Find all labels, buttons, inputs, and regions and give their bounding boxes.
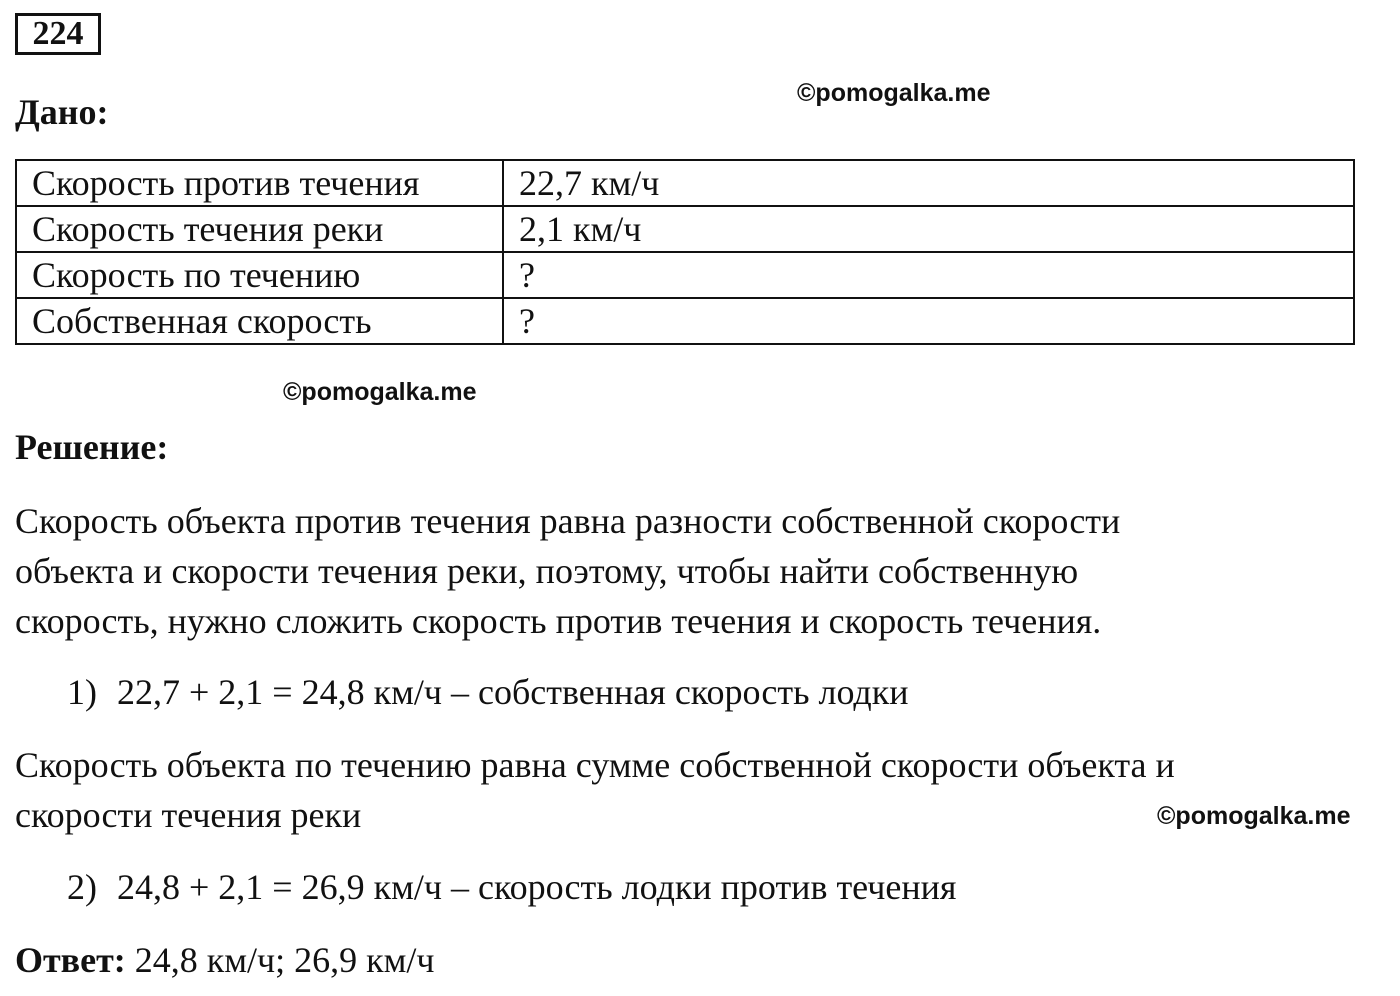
solution-paragraph-1 (15, 496, 1120, 646)
problem-number: 224 (15, 13, 101, 55)
answer-text: 24,8 км/ч; 26,9 км/ч (125, 940, 435, 980)
text-line: скорости течения реки (15, 795, 362, 835)
solution-paragraph-2 (15, 740, 1175, 840)
answer-line (15, 939, 435, 981)
table-row (16, 160, 1354, 206)
step-number: 1) (67, 672, 97, 712)
given-value: 22,7 км/ч (503, 160, 1354, 206)
given-value: ? (503, 298, 1354, 344)
table-row (16, 206, 1354, 252)
text-line: объекта и скорости течения реки, поэтому, чтобы найти собственную (15, 551, 1079, 591)
given-table (15, 159, 1355, 345)
text-line: Скорость объекта против течения равна разности собственной скорости (15, 501, 1121, 541)
given-value: 2,1 км/ч (503, 206, 1354, 252)
given-label: Скорость по течению (16, 252, 503, 298)
solution-step-2 (67, 866, 956, 908)
given-value: ? (503, 252, 1354, 298)
table-row (16, 252, 1354, 298)
solution-step-1 (67, 671, 909, 713)
watermark-middle: ©pomogalka.me (283, 378, 477, 406)
given-label: Скорость против течения (16, 160, 503, 206)
given-label: Собственная скорость (16, 298, 503, 344)
watermark-bottom: ©pomogalka.me (1157, 802, 1351, 830)
watermark-top: ©pomogalka.me (797, 79, 991, 107)
table-row (16, 298, 1354, 344)
step-number: 2) (67, 867, 97, 907)
text-line: скорость, нужно сложить скорость против течения и скорость течения. (15, 601, 1102, 641)
answer-label: Ответ: (15, 940, 126, 980)
step-text: 22,7 + 2,1 = 24,8 км/ч – собственная скорость лодки (117, 672, 909, 712)
step-text: 24,8 + 2,1 = 26,9 км/ч – скорость лодки против течения (117, 867, 957, 907)
text-line: Скорость объекта по течению равна сумме собственной скорости объекта и (15, 745, 1175, 785)
given-heading: Дано: (15, 92, 109, 132)
solution-heading: Решение: (15, 427, 169, 467)
given-label: Скорость течения реки (16, 206, 503, 252)
